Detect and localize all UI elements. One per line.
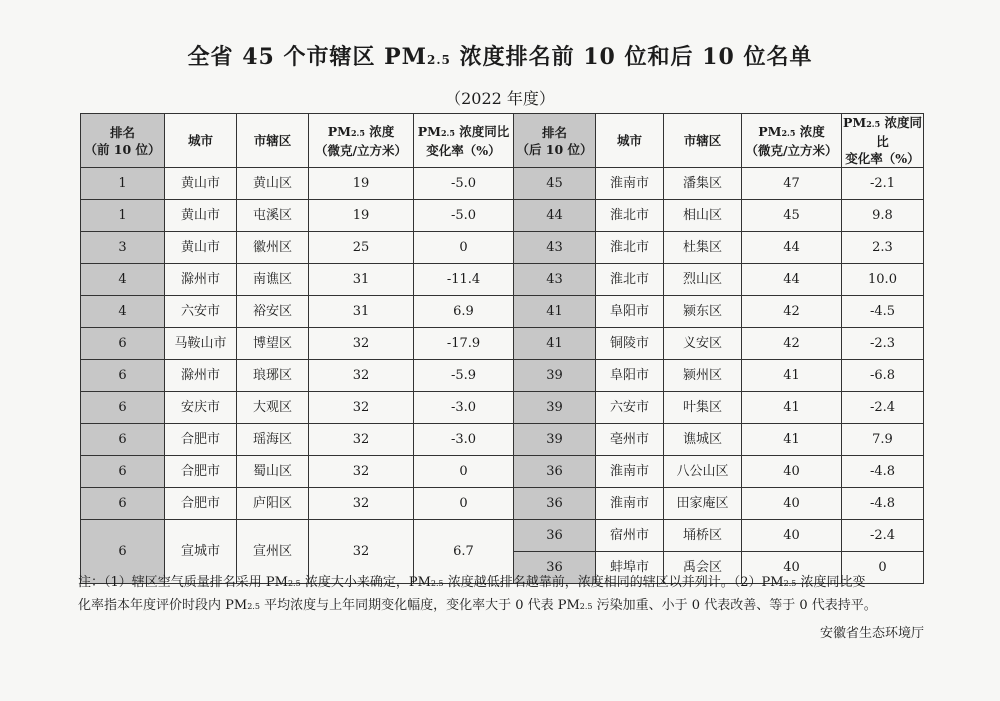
bottom-pm25-cell: 42 <box>742 296 842 328</box>
top-rank-cell: 6 <box>81 520 165 584</box>
bottom-pm25-cell: 45 <box>742 200 842 232</box>
bottom-change-cell: 7.9 <box>842 424 924 456</box>
top-change-cell: -5.9 <box>414 360 514 392</box>
top-change-cell: 6.9 <box>414 296 514 328</box>
top-pm25-cell: 25 <box>309 232 414 264</box>
top-rank-cell: 6 <box>81 424 165 456</box>
top-district-cell: 琅琊区 <box>237 360 309 392</box>
bottom-rank-cell: 43 <box>514 264 596 296</box>
bottom-pm25-cell: 42 <box>742 328 842 360</box>
bottom-change-cell: -4.8 <box>842 488 924 520</box>
header-city: 城市 <box>596 114 664 168</box>
top-district-cell: 宣州区 <box>237 520 309 584</box>
bottom-rank-cell: 41 <box>514 296 596 328</box>
bottom-district-cell: 颍东区 <box>664 296 742 328</box>
header-city: 城市 <box>165 114 237 168</box>
bottom-change-cell: 9.8 <box>842 200 924 232</box>
top-rank-cell: 1 <box>81 168 165 200</box>
bottom-pm25-cell: 44 <box>742 232 842 264</box>
bottom-pm25-cell: 41 <box>742 424 842 456</box>
top-district-cell: 蜀山区 <box>237 456 309 488</box>
table-row <box>81 392 924 424</box>
top-change-cell: -3.0 <box>414 424 514 456</box>
table-row <box>81 520 924 552</box>
header-change-rate: PM2.5 浓度同比 变化率（%） <box>842 115 923 166</box>
top-change-cell: 6.7 <box>414 520 514 584</box>
top-rank-cell: 4 <box>81 264 165 296</box>
bottom-pm25-cell: 40 <box>742 488 842 520</box>
top-change-cell: 0 <box>414 232 514 264</box>
bottom-change-cell: -2.4 <box>842 520 924 552</box>
table-row <box>81 456 924 488</box>
header-pm-concentration: PM2.5 浓度 （微克/立方米） <box>309 114 414 168</box>
bottom-city-cell: 阜阳市 <box>596 296 664 328</box>
bottom-rank-cell: 45 <box>514 168 596 200</box>
top-pm25-cell: 19 <box>309 168 414 200</box>
bottom-district-cell: 埇桥区 <box>664 520 742 552</box>
bottom-city-cell: 六安市 <box>596 392 664 424</box>
bottom-district-cell: 田家庵区 <box>664 488 742 520</box>
top-rank-cell: 6 <box>81 328 165 360</box>
table-row <box>81 360 924 392</box>
table-row <box>81 168 924 200</box>
top-district-cell: 博望区 <box>237 328 309 360</box>
bottom-rank-cell: 36 <box>514 488 596 520</box>
bottom-district-cell: 谯城区 <box>664 424 742 456</box>
header-district: 市辖区 <box>664 114 742 168</box>
top-rank-cell: 6 <box>81 392 165 424</box>
top-change-cell: -5.0 <box>414 168 514 200</box>
bottom-rank-cell: 44 <box>514 200 596 232</box>
issuing-organization: 安徽省生态环境厅 <box>819 626 924 641</box>
bottom-pm25-cell: 44 <box>742 264 842 296</box>
bottom-city-cell: 阜阳市 <box>596 360 664 392</box>
bottom-change-cell: -2.3 <box>842 328 924 360</box>
bottom-city-cell: 淮南市 <box>596 168 664 200</box>
top-district-cell: 瑶海区 <box>237 424 309 456</box>
top-change-cell: -11.4 <box>414 264 514 296</box>
top-rank-cell: 6 <box>81 488 165 520</box>
bottom-district-cell: 杜集区 <box>664 232 742 264</box>
bottom-city-cell: 淮北市 <box>596 200 664 232</box>
page-title: 全省 45 个市辖区 PM2.5 浓度排名前 10 位和后 10 位名单 <box>187 44 813 70</box>
table-row <box>81 488 924 520</box>
bottom-district-cell: 禹会区 <box>664 552 742 584</box>
footnote-line-1: 注：（1）辖区空气质量排名采用 PM2.5 浓度大小来确定，PM2.5 浓度越低排名越靠前，浓度相同的辖区以并列计。（2）PM2.5 浓度同比变 <box>78 575 866 590</box>
bottom-pm25-cell: 40 <box>742 520 842 552</box>
bottom-city-cell: 蚌埠市 <box>596 552 664 584</box>
bottom-district-cell: 颍州区 <box>664 360 742 392</box>
table-row <box>81 424 924 456</box>
top-rank-cell: 6 <box>81 456 165 488</box>
table-row <box>81 200 924 232</box>
bottom-district-cell: 相山区 <box>664 200 742 232</box>
table-row <box>81 328 924 360</box>
top-district-cell: 裕安区 <box>237 296 309 328</box>
top-district-cell: 黄山区 <box>237 168 309 200</box>
top-district-cell: 庐阳区 <box>237 488 309 520</box>
top-district-cell: 大观区 <box>237 392 309 424</box>
bottom-rank-cell: 39 <box>514 424 596 456</box>
bottom-rank-cell: 36 <box>514 456 596 488</box>
top-city-cell: 合肥市 <box>165 424 237 456</box>
header-change-rate: PM2.5 浓度同比 变化率（%） <box>414 114 514 168</box>
top-change-cell: -5.0 <box>414 200 514 232</box>
top-change-cell: 0 <box>414 488 514 520</box>
top-rank-cell: 1 <box>81 200 165 232</box>
top-city-cell: 安庆市 <box>165 392 237 424</box>
bottom-city-cell: 淮北市 <box>596 264 664 296</box>
bottom-pm25-cell: 41 <box>742 392 842 424</box>
bottom-district-cell: 义安区 <box>664 328 742 360</box>
top-city-cell: 六安市 <box>165 296 237 328</box>
bottom-change-cell: -2.4 <box>842 392 924 424</box>
header-district: 市辖区 <box>237 114 309 168</box>
table-row <box>81 264 924 296</box>
bottom-rank-cell: 39 <box>514 360 596 392</box>
bottom-city-cell: 淮南市 <box>596 456 664 488</box>
bottom-change-cell: -2.1 <box>842 168 924 200</box>
bottom-pm25-cell: 47 <box>742 168 842 200</box>
top-district-cell: 南谯区 <box>237 264 309 296</box>
top-rank-cell: 3 <box>81 232 165 264</box>
bottom-change-cell: 10.0 <box>842 264 924 296</box>
top-rank-cell: 6 <box>81 360 165 392</box>
top-pm25-cell: 19 <box>309 200 414 232</box>
bottom-change-cell: -4.5 <box>842 296 924 328</box>
bottom-rank-cell: 36 <box>514 552 596 584</box>
bottom-city-cell: 宿州市 <box>596 520 664 552</box>
bottom-city-cell: 淮南市 <box>596 488 664 520</box>
top-city-cell: 马鞍山市 <box>165 328 237 360</box>
table-row <box>81 232 924 264</box>
bottom-city-cell: 淮北市 <box>596 232 664 264</box>
header-rank-top: 排名 （前 10 位） <box>81 114 165 168</box>
top-city-cell: 滁州市 <box>165 360 237 392</box>
top-change-cell: -17.9 <box>414 328 514 360</box>
top-pm25-cell: 31 <box>309 296 414 328</box>
footnote-line-2: 化率指本年度评价时段内 PM2.5 平均浓度与上年同期变化幅度，变化率大于 0 代表 PM2.5 污染加重、小于 0 代表改善、等于 0 代表持平。 <box>78 598 877 613</box>
header-rank-bottom: 排名 （后 10 位） <box>514 114 596 168</box>
top-pm25-cell: 32 <box>309 488 414 520</box>
bottom-change-cell: 0 <box>842 552 924 584</box>
bottom-rank-cell: 43 <box>514 232 596 264</box>
bottom-change-cell: 2.3 <box>842 232 924 264</box>
bottom-rank-cell: 36 <box>514 520 596 552</box>
top-city-cell: 黄山市 <box>165 200 237 232</box>
top-district-cell: 屯溪区 <box>237 200 309 232</box>
table-header-row <box>81 114 924 168</box>
top-change-cell: 0 <box>414 456 514 488</box>
top-city-cell: 宣城市 <box>165 520 237 584</box>
top-city-cell: 黄山市 <box>165 168 237 200</box>
bottom-district-cell: 叶集区 <box>664 392 742 424</box>
top-change-cell: -3.0 <box>414 392 514 424</box>
top-city-cell: 合肥市 <box>165 488 237 520</box>
top-pm25-cell: 32 <box>309 360 414 392</box>
top-city-cell: 黄山市 <box>165 232 237 264</box>
ranking-table <box>80 113 924 584</box>
page-subtitle: （2022 年度） <box>445 89 555 108</box>
header-pm-concentration: PM2.5 浓度 （微克/立方米） <box>742 114 842 168</box>
top-city-cell: 滁州市 <box>165 264 237 296</box>
bottom-district-cell: 潘集区 <box>664 168 742 200</box>
bottom-district-cell: 烈山区 <box>664 264 742 296</box>
bottom-district-cell: 八公山区 <box>664 456 742 488</box>
bottom-change-cell: -6.8 <box>842 360 924 392</box>
top-pm25-cell: 32 <box>309 520 414 584</box>
footnote <box>78 572 928 618</box>
top-pm25-cell: 32 <box>309 328 414 360</box>
top-pm25-cell: 32 <box>309 456 414 488</box>
bottom-change-cell: -4.8 <box>842 456 924 488</box>
top-pm25-cell: 32 <box>309 424 414 456</box>
bottom-pm25-cell: 40 <box>742 456 842 488</box>
bottom-pm25-cell: 41 <box>742 360 842 392</box>
table-row <box>81 296 924 328</box>
top-rank-cell: 4 <box>81 296 165 328</box>
top-district-cell: 徽州区 <box>237 232 309 264</box>
bottom-rank-cell: 41 <box>514 328 596 360</box>
bottom-pm25-cell: 40 <box>742 552 842 584</box>
bottom-city-cell: 亳州市 <box>596 424 664 456</box>
top-city-cell: 合肥市 <box>165 456 237 488</box>
top-pm25-cell: 31 <box>309 264 414 296</box>
bottom-city-cell: 铜陵市 <box>596 328 664 360</box>
bottom-rank-cell: 39 <box>514 392 596 424</box>
top-pm25-cell: 32 <box>309 392 414 424</box>
